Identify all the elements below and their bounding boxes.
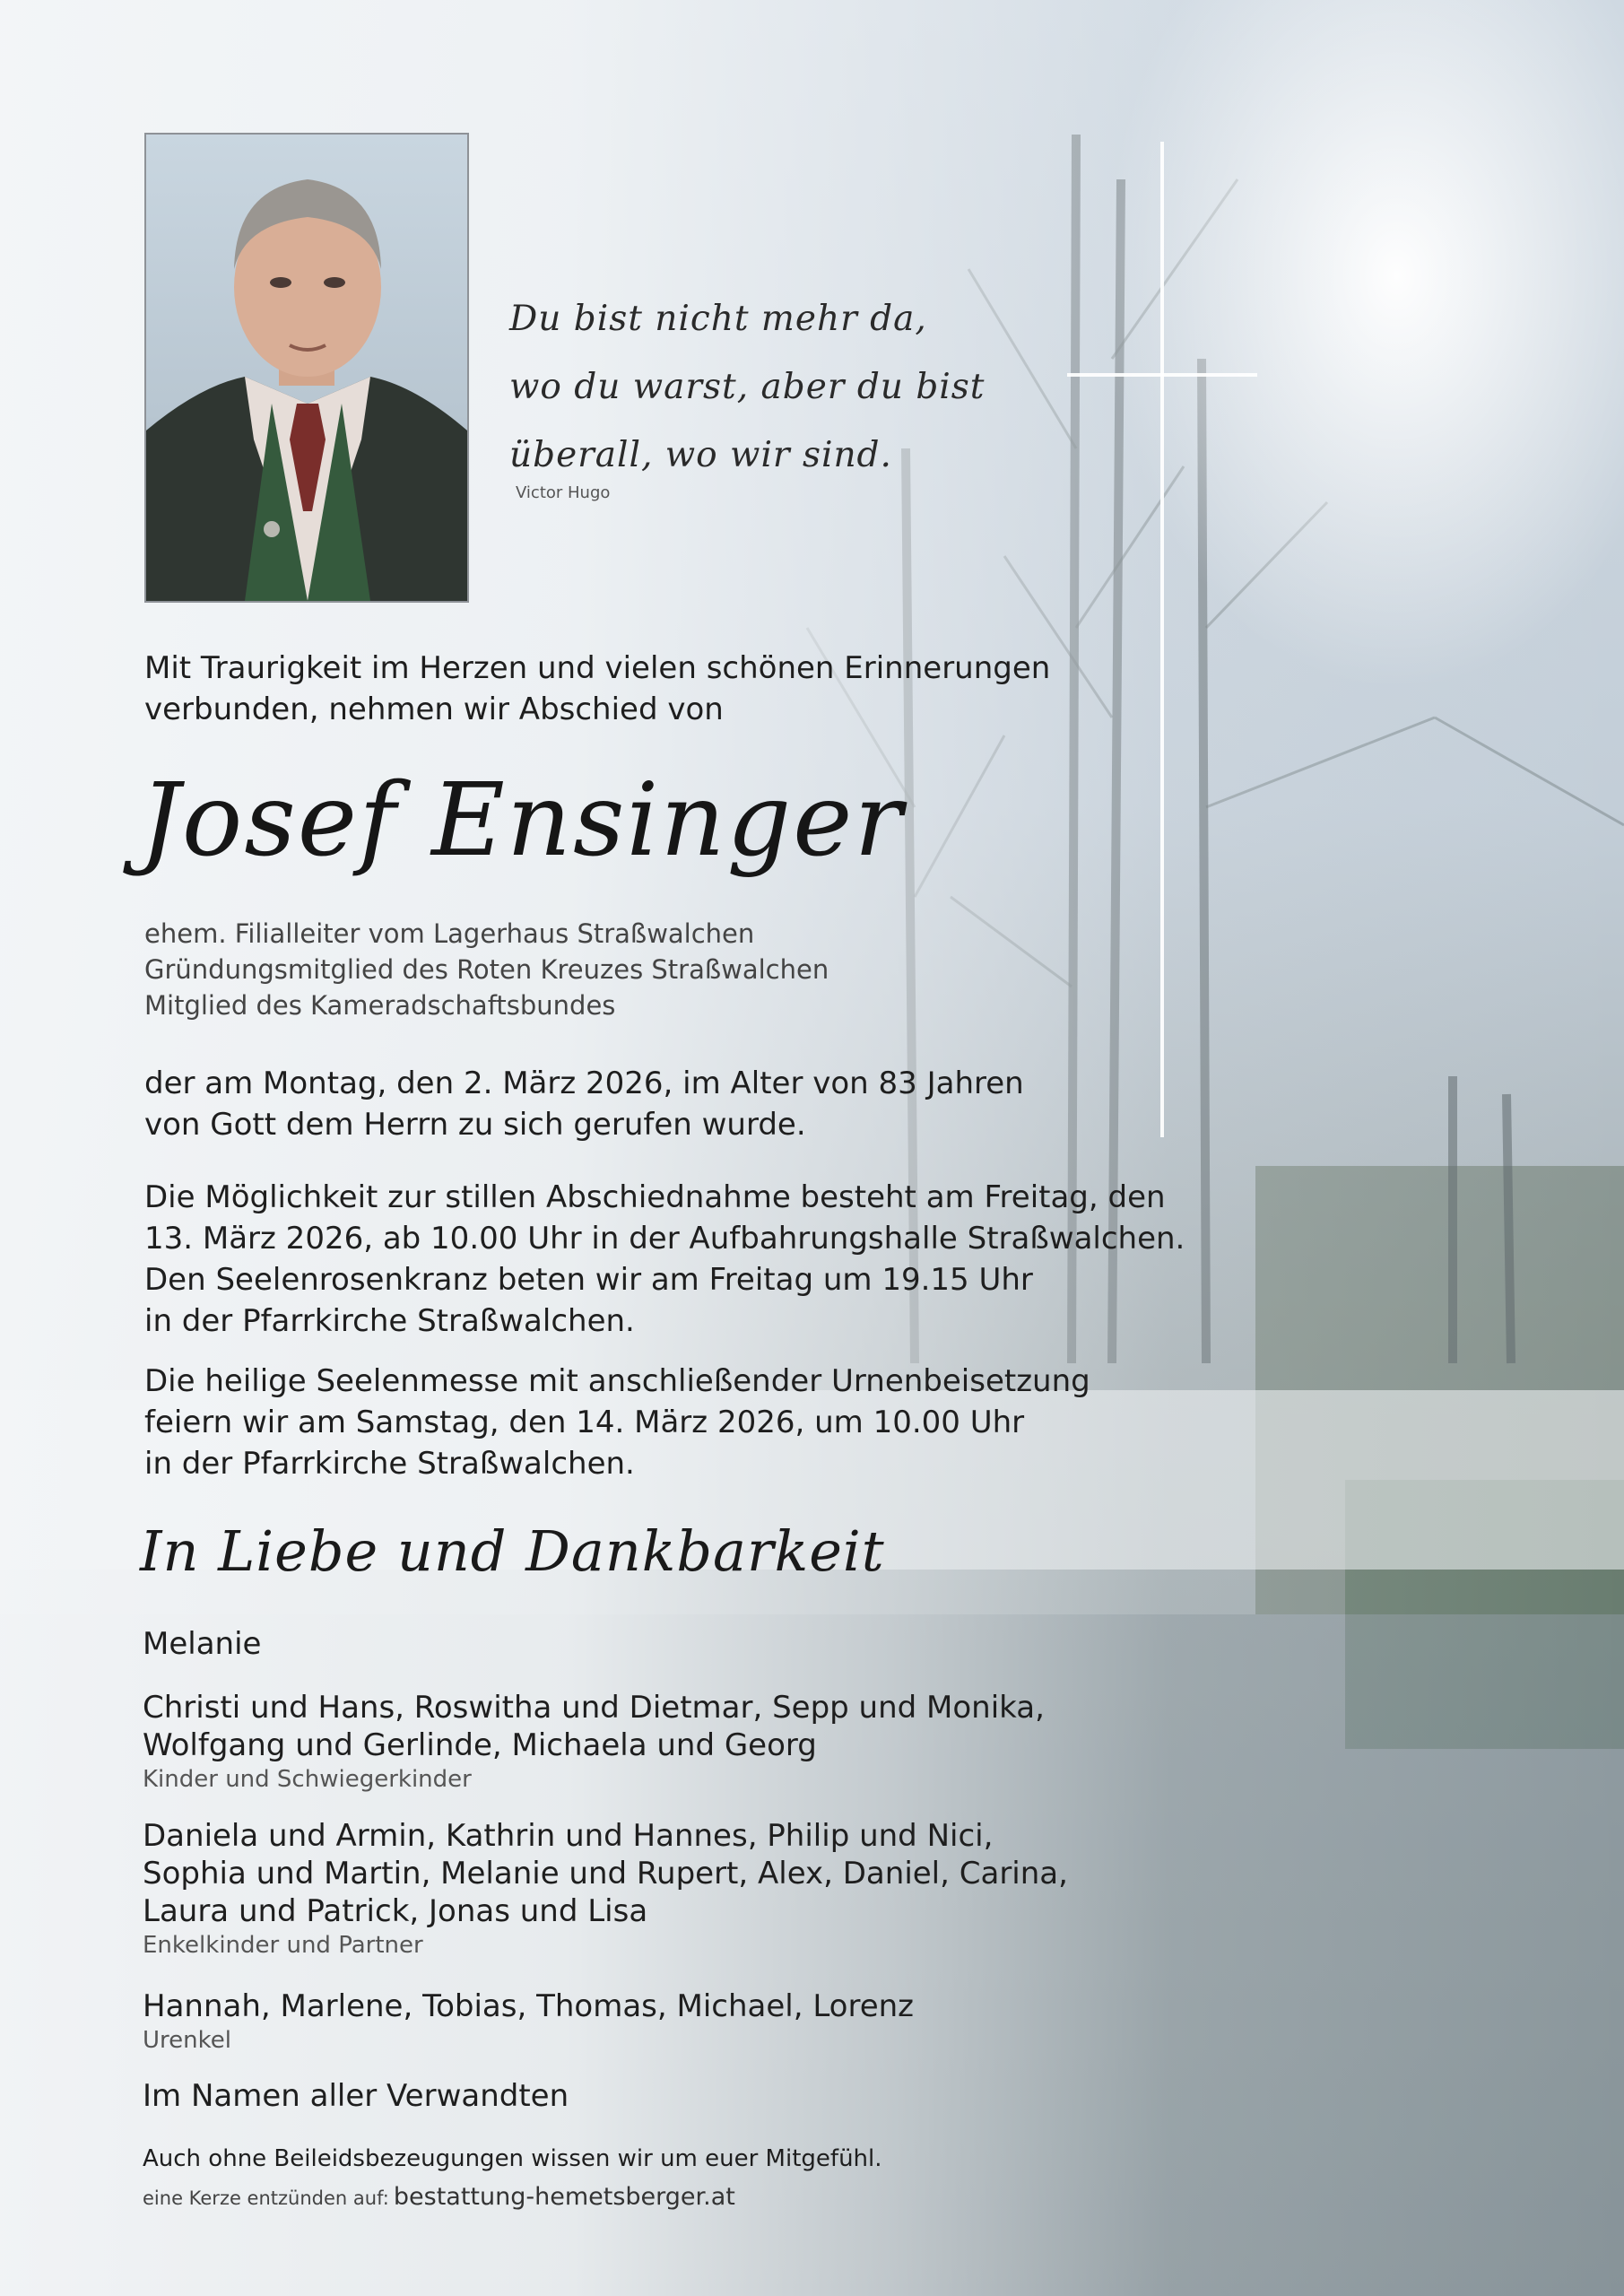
mass-paragraph [144,1361,1090,1484]
farewell-line: 13. März 2026, ab 10.00 Uhr in der Aufbahrungshalle Straßwalchen. [144,1221,1185,1257]
family-group [143,1987,914,2056]
family-group [143,1817,1068,1961]
role-line: ehem. Filialleiter vom Lagerhaus Straßwalchen [144,918,755,949]
quote-line: überall, wo wir sind. [509,435,892,475]
portrait-illustration [146,135,467,601]
farewell-paragraph [144,1177,1185,1342]
family-relation: Kinder und Schwiegerkinder [143,1766,472,1793]
death-line: der am Montag, den 2. März 2026, im Alter von 83 Jahren [144,1065,1024,1101]
mass-line: in der Pfarrkirche Straßwalchen. [144,1446,635,1482]
cross-horizontal-bar [1067,373,1257,377]
cross-vertical-bar [1160,142,1164,1137]
family-names: Laura und Patrick, Jonas und Lisa [143,1893,648,1929]
family-names: Sophia und Martin, Melanie und Rupert, Alex, Daniel, Carina, [143,1856,1068,1892]
family-relation: Enkelkinder und Partner [143,1932,423,1959]
role-line: Mitglied des Kameradschaftsbundes [144,990,616,1021]
intro-text [144,648,1051,730]
quote-author: Victor Hugo [516,483,611,502]
deceased-name: Josef Ensinger [140,762,904,879]
intro-line: Mit Traurigkeit im Herzen und vielen schönen Erinnerungen [144,650,1051,686]
family-names: Im Namen aller Verwandten [143,2078,569,2114]
farewell-line: in der Pfarrkirche Straßwalchen. [144,1303,635,1339]
farewell-line: Den Seelenrosenkranz beten wir am Freitag um 19.15 Uhr [144,1262,1033,1298]
family-names: Christi und Hans, Roswitha und Dietmar, Sepp und Monika, [143,1690,1045,1726]
candle-link-row [143,2183,735,2211]
quote-line: wo du warst, aber du bist [509,367,986,407]
family-group [143,2077,569,2115]
farewell-line: Die Möglichkeit zur stillen Abschiednahme besteht am Freitag, den [144,1179,1166,1215]
mass-line: feiern wir am Samstag, den 14. März 2026, um 10.00 Uhr [144,1405,1025,1440]
family-group [143,1625,261,1663]
family-group [143,1689,1045,1795]
mass-line: Die heilige Seelenmesse mit anschließender Urnenbeisetzung [144,1363,1090,1399]
family-names: Daniela und Armin, Kathrin und Hannes, Philip und Nici, [143,1818,994,1854]
memorial-quote [509,285,1012,490]
portrait-photo [144,133,469,603]
family-names: Melanie [143,1626,262,1662]
candle-label: eine Kerze entzünden auf: [143,2187,389,2209]
closing-note: Auch ohne Beileidsbezeugungen wissen wir um euer Mitgefühl. [143,2145,882,2172]
quote-line: Du bist nicht mehr da, [509,299,927,339]
thanks-heading: In Liebe und Dankbarkeit [140,1518,885,1584]
family-names: Hannah, Marlene, Tobias, Thomas, Michael, Lorenz [143,1988,915,2024]
candle-website-link[interactable]: bestattung-hemetsberger.at [393,2183,735,2211]
deceased-roles [144,916,829,1023]
death-notice [144,1063,1024,1145]
family-names: Wolfgang und Gerlinde, Michaela und Georg [143,1727,817,1763]
role-line: Gründungsmitglied des Roten Kreuzes Straßwalchen [144,954,829,985]
family-relation: Urenkel [143,2027,231,2054]
intro-line: verbunden, nehmen wir Abschied von [144,691,724,727]
death-line: von Gott dem Herrn zu sich gerufen wurde. [144,1107,806,1143]
